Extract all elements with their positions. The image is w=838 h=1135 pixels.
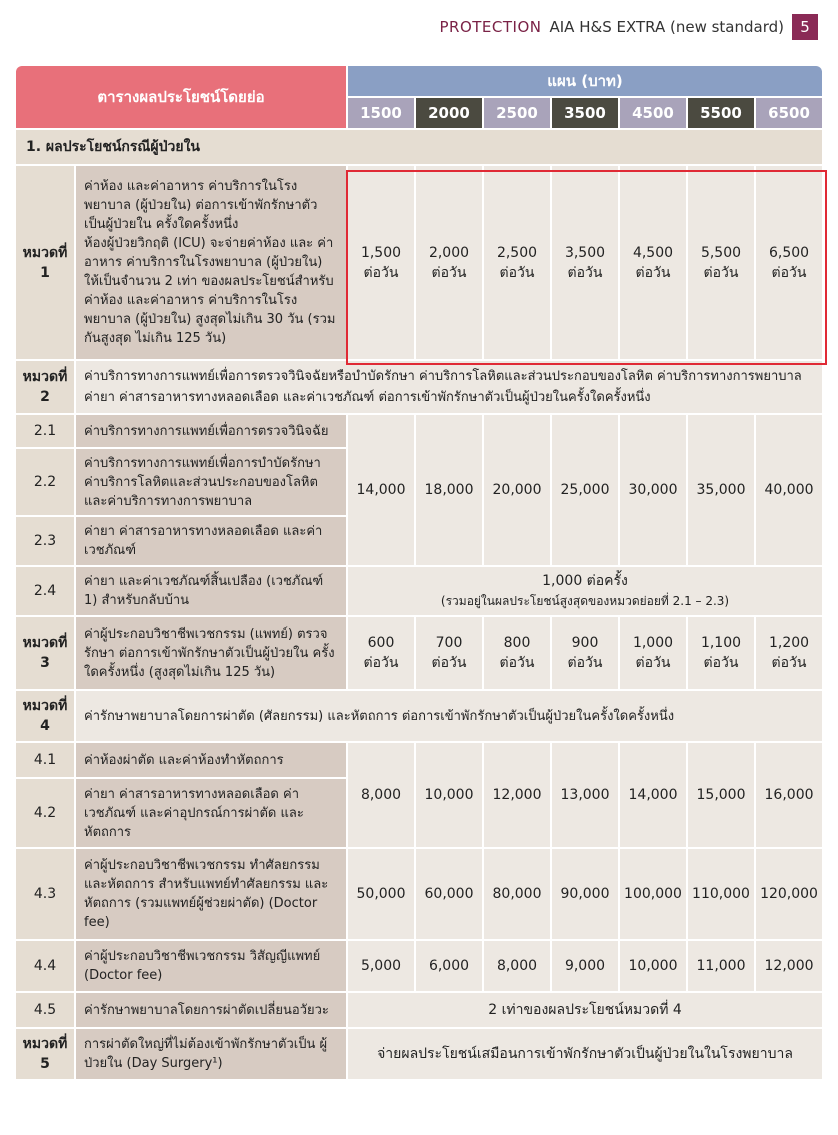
cat3-value: 900 ต่อวัน — [552, 617, 618, 689]
plan-4500: 4500 — [620, 98, 686, 128]
cat2-value: 35,000 — [688, 415, 754, 565]
plan-3500: 3500 — [552, 98, 618, 128]
cat4-value: 13,000 — [552, 743, 618, 847]
category-2-label: หมวดที่ 2 — [16, 361, 74, 413]
item-2-2-number: 2.2 — [16, 449, 74, 515]
section-label: PROTECTION — [439, 18, 542, 36]
item-4-3-value: 90,000 — [552, 849, 618, 939]
item-4-4-value: 9,000 — [552, 941, 618, 991]
item-4-4-value: 8,000 — [484, 941, 550, 991]
item-4-4-value: 10,000 — [620, 941, 686, 991]
item-4-3-value: 100,000 — [620, 849, 686, 939]
plan-header: แผน (บาท) — [348, 66, 822, 96]
category-4-label: หมวดที่ 4 — [16, 691, 74, 741]
cat2-value: 30,000 — [620, 415, 686, 565]
item-4-1-number: 4.1 — [16, 743, 74, 777]
item-4-5-number: 4.5 — [16, 993, 74, 1027]
item-2-2-description: ค่าบริการทางการแพทย์เพื่อการบำบัดรักษา ค่าบริการโลหิตและส่วนประกอบของโลหิต และค่าบริการทางการพยาบาล — [76, 449, 346, 515]
category-2-description: ค่าบริการทางการแพทย์เพื่อการตรวจวินิจฉัยหรือบำบัดรักษา ค่าบริการโลหิตและส่วนประกอบของโลหิต ค่าบริการทางการพยาบาล ค่ายา ค่าสารอาหารทางหลอดเลือด และค่าเวชภัณฑ์ ต่อการเข้าพักรักษาตัวเป็นผู้ป่วยในครั้งใดครั้งหนึ่ง — [76, 361, 822, 413]
table-title: ตารางผลประโยชน์โดยย่อ — [16, 66, 346, 128]
item-4-3-value: 120,000 — [756, 849, 822, 939]
cat1-value: 5,500 ต่อวัน — [688, 166, 754, 359]
cat3-value: 600 ต่อวัน — [348, 617, 414, 689]
category-5-description: การผ่าตัดใหญ่ที่ไม่ต้องเข้าพักรักษาตัวเป็น ผู้ป่วยใน (Day Surgery¹) — [76, 1029, 346, 1079]
item-4-3-value: 60,000 — [416, 849, 482, 939]
item-4-4-value: 6,000 — [416, 941, 482, 991]
category-5-value: จ่ายผลประโยชน์เสมือนการเข้าพักรักษาตัวเป็นผู้ป่วยในในโรงพยาบาล — [348, 1029, 822, 1079]
cat2-value: 25,000 — [552, 415, 618, 565]
cat3-value: 1,000 ต่อวัน — [620, 617, 686, 689]
item-2-3-number: 2.3 — [16, 517, 74, 565]
plan-5500: 5500 — [688, 98, 754, 128]
cat3-value: 1,100 ต่อวัน — [688, 617, 754, 689]
highlight-box — [346, 170, 827, 365]
item-4-2-description: ค่ายา ค่าสารอาหารทางหลอดเลือด ค่าเวชภัณฑ์ และค่าอุปกรณ์การผ่าตัด และหัตถการ — [76, 779, 346, 847]
cat3-value: 800 ต่อวัน — [484, 617, 550, 689]
cat3-value: 1,200 ต่อวัน — [756, 617, 822, 689]
item-4-5-value: 2 เท่าของผลประโยชน์หมวดที่ 4 — [348, 993, 822, 1027]
cat2-value: 18,000 — [416, 415, 482, 565]
product-name: AIA H&S EXTRA (new standard) — [549, 18, 784, 36]
cat1-value: 4,500 ต่อวัน — [620, 166, 686, 359]
category-3-label: หมวดที่ 3 — [16, 617, 74, 689]
cat2-value: 14,000 — [348, 415, 414, 565]
cat1-value: 6,500 ต่อวัน — [756, 166, 822, 359]
cat4-value: 10,000 — [416, 743, 482, 847]
cat1-value: 2,500 ต่อวัน — [484, 166, 550, 359]
section-title: 1. ผลประโยชน์กรณีผู้ป่วยใน — [16, 130, 822, 164]
item-4-5-description: ค่ารักษาพยาบาลโดยการผ่าตัดเปลี่ยนอวัยวะ — [76, 993, 346, 1027]
item-4-3-value: 80,000 — [484, 849, 550, 939]
cat1-value: 3,500 ต่อวัน — [552, 166, 618, 359]
cat4-value: 14,000 — [620, 743, 686, 847]
item-4-3-number: 4.3 — [16, 849, 74, 939]
cat3-value: 700 ต่อวัน — [416, 617, 482, 689]
cat4-value: 8,000 — [348, 743, 414, 847]
item-4-2-number: 4.2 — [16, 779, 74, 847]
item-4-4-value: 5,000 — [348, 941, 414, 991]
item-4-4-number: 4.4 — [16, 941, 74, 991]
item-4-3-value: 50,000 — [348, 849, 414, 939]
category-1-description: ค่าห้อง และค่าอาหาร ค่าบริการในโรงพยาบาล (ผู้ป่วยใน) ต่อการเข้าพักรักษาตัวเป็นผู้ป่วยใน ครั้งใดครั้งหนึ่ง ห้องผู้ป่วยวิกฤติ (ICU) จะจ่ายค่าห้อง และ ค่าอาหาร ค่าบริการในโรงพยาบาล (ผู้ป่วยใน) ให้เป็นจำนวน 2 เท่า ของผลประโยชน์สำหรับ ค่าห้อง และค่าอาหาร ค่าบริการในโรงพยาบาล (ผู้ป่วยใน) สูงสุดไม่เกิน 30 วัน (รวมกันสูงสุด ไม่เกิน 125 วัน) — [76, 166, 346, 359]
item-2-4-value: 1,000 ต่อครั้ง (รวมอยู่ในผลประโยชน์สูงสุดของหมวดย่อยที่ 2.1 – 2.3) — [348, 567, 822, 615]
item-4-3-description: ค่าผู้ประกอบวิชาชีพเวชกรรม ทำศัลยกรรม และหัตถการ สำหรับแพทย์ทำศัลยกรรม และหัตถการ (รวมแพทย์ผู้ช่วยผ่าตัด) (Doctor fee) — [76, 849, 346, 939]
plan-2000: 2000 — [416, 98, 482, 128]
category-1-label: หมวดที่ 1 — [16, 166, 74, 359]
item-2-3-description: ค่ายา ค่าสารอาหารทางหลอดเลือด และค่าเวชภัณฑ์ — [76, 517, 346, 565]
plan-1500: 1500 — [348, 98, 414, 128]
item-2-4-description: ค่ายา และค่าเวชภัณฑ์สิ้นเปลือง (เวชภัณฑ์ 1) สำหรับกลับบ้าน — [76, 567, 346, 615]
cat4-value: 12,000 — [484, 743, 550, 847]
item-2-4-number: 2.4 — [16, 567, 74, 615]
item-4-1-description: ค่าห้องผ่าตัด และค่าห้องทำหัตถการ — [76, 743, 346, 777]
item-4-3-value: 110,000 — [688, 849, 754, 939]
cat1-value: 1,500 ต่อวัน — [348, 166, 414, 359]
cat1-value: 2,000 ต่อวัน — [416, 166, 482, 359]
item-2-1-number: 2.1 — [16, 415, 74, 447]
cat4-value: 16,000 — [756, 743, 822, 847]
item-4-4-description: ค่าผู้ประกอบวิชาชีพเวชกรรม วิสัญญีแพทย์ (Doctor fee) — [76, 941, 346, 991]
item-4-4-value: 11,000 — [688, 941, 754, 991]
category-3-description: ค่าผู้ประกอบวิชาชีพเวชกรรม (แพทย์) ตรวจ รักษา ต่อการเข้าพักรักษาตัวเป็นผู้ป่วยใน ครั้งใดครั้งหนึ่ง (สูงสุดไม่เกิน 125 วัน) — [76, 617, 346, 689]
cat2-value: 40,000 — [756, 415, 822, 565]
category-4-description: ค่ารักษาพยาบาลโดยการผ่าตัด (ศัลยกรรม) และหัตถการ ต่อการเข้าพักรักษาตัวเป็นผู้ป่วยในครั้งใดครั้งหนึ่ง — [76, 691, 822, 741]
page-number: 5 — [792, 14, 818, 40]
cat4-value: 15,000 — [688, 743, 754, 847]
item-2-1-description: ค่าบริการทางการแพทย์เพื่อการตรวจวินิจฉัย — [76, 415, 346, 447]
item-4-4-value: 12,000 — [756, 941, 822, 991]
plan-6500: 6500 — [756, 98, 822, 128]
cat2-value: 20,000 — [484, 415, 550, 565]
category-5-label: หมวดที่ 5 — [16, 1029, 74, 1079]
page-header — [439, 14, 818, 40]
plan-2500: 2500 — [484, 98, 550, 128]
